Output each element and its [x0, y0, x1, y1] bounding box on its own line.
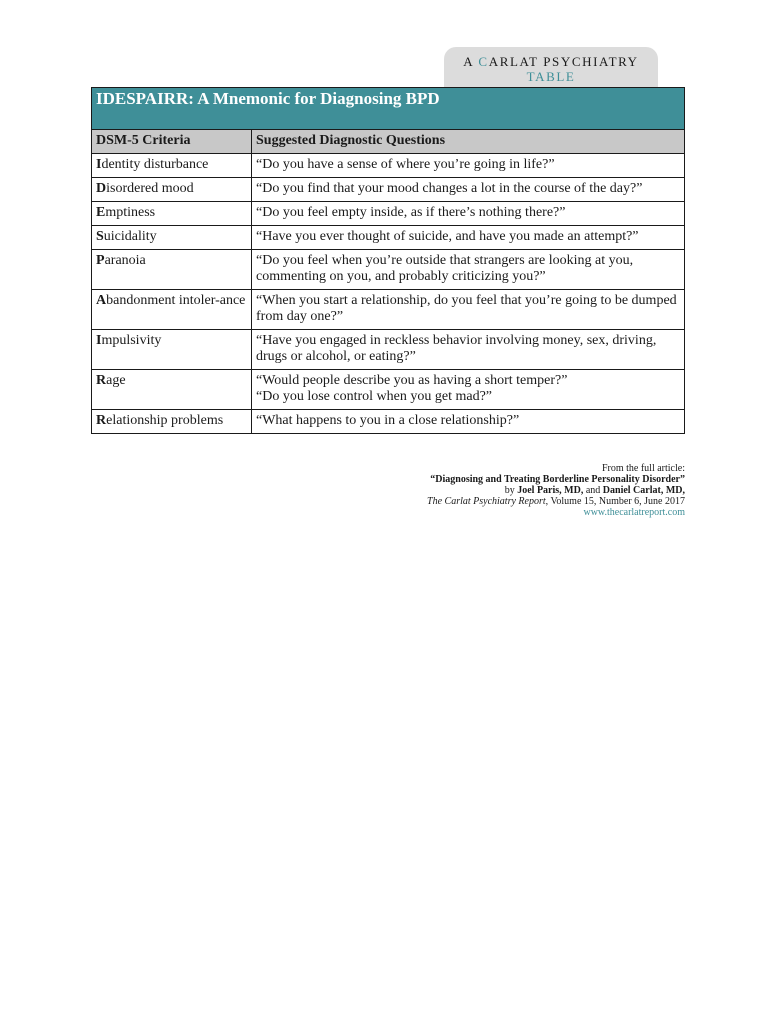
question-cell [252, 410, 685, 434]
diagnostic-question: “Do you feel when you’re outside that strangers are looking at you, commenting on you, and probably criticizing you?” [256, 253, 634, 284]
table-row [92, 226, 685, 250]
criterion-label: uicidality [103, 229, 157, 244]
criterion-cell [92, 250, 252, 290]
diagnostic-question: “Do you have a sense of where you’re going in life?” [256, 157, 555, 172]
criterion-label: isordered mood [106, 181, 194, 196]
table-row [92, 154, 685, 178]
table-title-row [92, 88, 685, 130]
diagnostic-question: “What happens to you in a close relationship?” [256, 413, 520, 428]
table-row [92, 330, 685, 370]
citation-intro: From the full article: [601, 463, 685, 474]
criterion-initial-letter: E [96, 205, 106, 220]
criterion-label: dentity disturbance [101, 157, 209, 172]
question-cell [252, 154, 685, 178]
table-row [92, 202, 685, 226]
criterion-initial-letter: I [96, 333, 102, 348]
criterion-cell [92, 154, 252, 178]
diagnostic-question: “Have you ever thought of suicide, and have you made an attempt?” [256, 229, 639, 244]
citation-authors [427, 485, 685, 496]
brand-prefix: A [463, 54, 479, 69]
brand-tab-line2: TABLE [526, 69, 576, 84]
criterion-label: aranoia [104, 253, 146, 268]
criterion-cell [92, 410, 252, 434]
citation-issue: , Volume 15, Number 6, June 2017 [545, 496, 685, 507]
column-header-row [92, 130, 685, 154]
criterion-initial-letter: P [96, 253, 105, 268]
diagnostic-question: “Would people describe you as having a short temper?” [256, 373, 568, 388]
column-header-questions: Suggested Diagnostic Questions [252, 130, 685, 154]
table-row [92, 250, 685, 290]
criterion-label: mptiness [105, 205, 156, 220]
criterion-label: elationship problems [106, 413, 224, 428]
brand-tab-line1 [444, 54, 658, 70]
diagnostic-question: “Do you find that your mood changes a lot in the course of the day?” [256, 181, 643, 196]
table-row [92, 370, 685, 410]
criterion-cell [92, 330, 252, 370]
question-cell [252, 226, 685, 250]
criterion-initial-letter: D [96, 181, 107, 196]
diagnostic-question: “Do you lose control when you get mad?” [256, 389, 492, 404]
question-cell [252, 202, 685, 226]
table-row [92, 410, 685, 434]
citation-author-1: Joel Paris, MD, [517, 485, 584, 496]
citation-by: by [504, 485, 518, 496]
table-body [92, 154, 685, 434]
diagnostic-question: “When you start a relationship, do you feel that you’re going to be dumped from day one?” [256, 293, 677, 324]
citation [427, 463, 685, 518]
criterion-initial-letter: R [96, 373, 107, 388]
citation-journal-line [427, 496, 685, 507]
criterion-cell [92, 226, 252, 250]
question-cell [252, 178, 685, 202]
question-cell [252, 290, 685, 330]
criterion-initial-letter: R [96, 413, 107, 428]
citation-author-2: Daniel Carlat, MD, [602, 485, 685, 496]
criterion-initial-letter: S [96, 229, 104, 244]
citation-and: and [583, 485, 603, 496]
criterion-initial-letter: I [96, 157, 102, 172]
criterion-label: mpulsivity [101, 333, 162, 348]
question-cell [252, 330, 685, 370]
diagnostic-question: “Do you feel empty inside, as if there’s nothing there?” [256, 205, 566, 220]
criterion-cell [92, 178, 252, 202]
question-cell [252, 250, 685, 290]
criterion-cell [92, 290, 252, 330]
citation-journal: The Carlat Psychiatry Report [427, 496, 546, 507]
table-row [92, 290, 685, 330]
criterion-cell [92, 202, 252, 226]
question-cell [252, 370, 685, 410]
citation-article-title: “Diagnosing and Treating Borderline Personality Disorder” [430, 474, 685, 485]
criterion-cell [92, 370, 252, 410]
criterion-initial-letter: A [96, 293, 107, 308]
table-title: IDESPAIRR: A Mnemonic for Diagnosing BPD [92, 88, 685, 130]
citation-url[interactable]: www.thecarlatreport.com [583, 507, 685, 518]
criterion-label: age [106, 373, 126, 388]
criterion-label: bandonment intoler-ance [106, 293, 246, 308]
table-row [92, 178, 685, 202]
diagnostic-question: “Have you engaged in reckless behavior involving money, sex, driving, drugs or alcohol, or eating?” [256, 333, 657, 364]
brand-name: ARLAT PSYCHIATRY [488, 54, 639, 69]
column-header-criteria: DSM-5 Criteria [92, 130, 252, 154]
brand-tab [444, 47, 658, 87]
mnemonic-table [91, 87, 685, 434]
brand-accent-letter: C [478, 54, 489, 69]
